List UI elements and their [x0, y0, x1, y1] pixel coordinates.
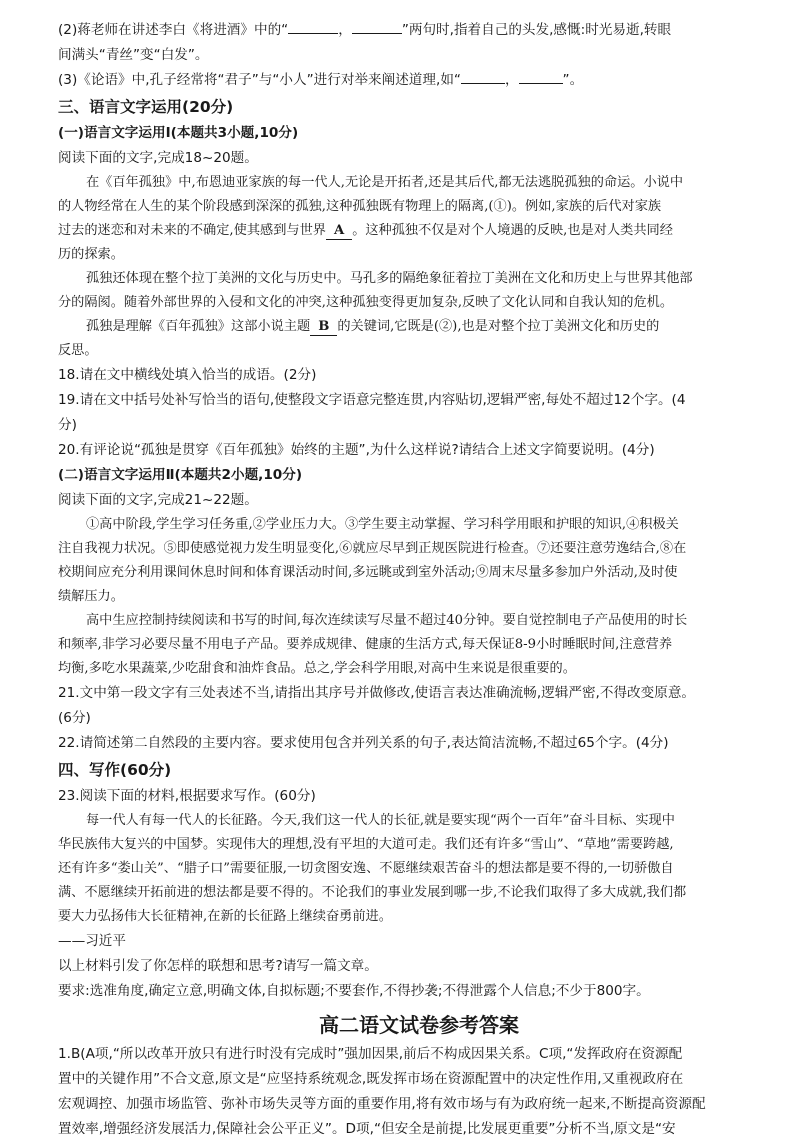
passage-2: ①高中阶段,学生学习任务重,②学业压力大。③学生要主动掌握、学习科学用眼和护眼的知识,④积极关 注自我视力状况。⑤即使感觉视力发生明显变化,⑥就应尽早到正规医院进行检查。⑦还要注意劳逸结合,⑧在 校期间应充分利用课间休息时间和体育课活动时间,多远眺或到室外活动;⑨周末尽量多参加户外活动,及时使 绩解压力。 高中生应控制持续阅读和书写的时间,每次连续读写尽量不超过40分钟。要自觉控制电子产品使用的时长 和频率,非学习必要尽量不用电子产品。要养成规律、健康的生活方式,每天保证8-9小时睡眠时间,注意营养 均衡,多吃水果蔬菜,少吃甜食和油炸食品。总之,学会科学用眼,对高中生来说是很重要的。: [58, 517, 688, 676]
blank-a-marker: A: [326, 223, 352, 240]
answer-blank[interactable]: [352, 19, 402, 34]
answer-key-body: 1.B(A项,“所以改革开放只有进行时没有完成时”强加因果,前后不构成因果关系。C项,“发挥政府在资源配 置中的关键作用”不合文意,原文是“应坚持系统观念,既发挥市场在资源配置中的决定性作用,又重视政府在 宏观调控、加强市场监管、弥补市场失灵等方面的重要作用,将有效市场与有为政府统一起来,不断提高资源配 置效率,增强经济发展活力,保障社会公平正义”。D项,“但安全是前提,比发展更重要”分析不当,原文是“安: [58, 1046, 706, 1137]
question-23: 23.阅读下面的材料,根据要求写作。(60分): [58, 788, 316, 804]
question-19-cont: 分): [58, 417, 77, 433]
subsection-1-intro: 阅读下面的文字,完成18~20题。: [58, 150, 258, 166]
writing-prompt: 以上材料引发了你怎样的联想和思考?请写一篇文章。: [58, 958, 378, 974]
subsection-2-intro: 阅读下面的文字,完成21~22题。: [58, 492, 258, 508]
writing-material: 每一代人有每一代人的长征路。今天,我们这一代人的长征,就是要实现“两个一百年”奋斗目标、实现中 华民族伟大复兴的中国梦。实现伟大的理想,没有平坦的大道可走。我们还有许多“雪山”、“草地”需要跨越, 还有许多“娄山关”、“腊子口”需要征服,一切贪图安逸、不愿继续艰苦奋斗的想法都是要不得的,一切骄傲自 满、不愿继续开拓前进的想法都是要不得的。不论我们的事业发展到哪一步,不论我们取得了多大成就,我们都 要大力弘扬伟大长征精神,在新的长征路上继续奋勇前进。: [58, 813, 687, 924]
answer-blank[interactable]: [519, 69, 563, 84]
section-4-title: 四、写作(60分): [58, 761, 172, 779]
answer-key-title: 高二语文试卷参考答案: [319, 1013, 519, 1037]
q17-line-2: (2)蒋老师在讲述李白《将进酒》中的“ ， ”两句时,指着自己的头发,感慨:时光易逝,转眼: [58, 18, 780, 43]
answer-blank[interactable]: [288, 19, 338, 34]
section-3-title: 三、语言文字运用(20分): [58, 98, 234, 116]
subsection-1-title: (一)语言文字运用Ⅰ(本题共3小题,10分): [58, 125, 299, 141]
subsection-2-title: (二)语言文字运用Ⅱ(本题共2小题,10分): [58, 467, 303, 483]
passage-1: 在《百年孤独》中,布恩迪亚家族的每一代人,无论是开拓者,还是其后代,都无法逃脱孤独的命运。小说中 的人物经常在人生的某个阶段感到深深的孤独,这种孤独既有物理上的隔离,(①)。例如,家族的后代对家族 过去的迷恋和对未来的不确定,使其感到与世界 A 。这种孤独不仅是对个人境遇的反映,也是对人类共同经 历的探索。 孤独还体现在整个拉丁美洲的文化与历史中。马孔多的隔绝象征着拉丁美洲在文化和历史上与世界其他部 分的隔阂。随着外部世界的入侵和文化的冲突,这种孤独变得更加复杂,反映了文化认同和自我认知的危机。 孤独是理解《百年孤独》这部小说主题 B 的关键词,它既是(②),也是对整个拉丁美洲文化和历史的 反思。: [58, 175, 693, 358]
question-18: 18.请在文中横线处填入恰当的成语。(2分): [58, 367, 317, 383]
question-21-cont: (6分): [58, 710, 91, 726]
writing-requirements: 要求:选准角度,确定立意,明确文体,自拟标题;不要套作,不得抄袭;不得泄露个人信息;不少于800字。: [58, 983, 650, 999]
exam-page: [58, 18, 780, 1142]
question-19: 19.请在文中括号处补写恰当的语句,使整段文字语意完整连贯,内容贴切,逻辑严密,每处不超过12个字。(4: [58, 392, 686, 408]
material-source: ——习近平: [58, 933, 126, 949]
question-20: 20.有评论说“孤独是贯穿《百年孤独》始终的主题”,为什么这样说?请结合上述文字简要说明。(4分): [58, 442, 655, 458]
answer-blank[interactable]: [461, 69, 505, 84]
question-22: 22.请简述第二自然段的主要内容。要求使用包含并列关系的句子,表达简洁流畅,不超过65个字。(4分): [58, 735, 669, 751]
blank-b-marker: B: [310, 319, 337, 336]
question-21: 21.文中第一段文字有三处表述不当,请指出其序号并做修改,使语言表达准确流畅,逻辑严密,不得改变原意。: [58, 685, 696, 701]
q17-line-2-cont: 间满头“青丝”变“白发”。: [58, 47, 209, 63]
q17-line-3: (3)《论语》中,孔子经常将“君子”与“小人”进行对举来阐述道理,如“ ， ”。: [58, 68, 780, 93]
